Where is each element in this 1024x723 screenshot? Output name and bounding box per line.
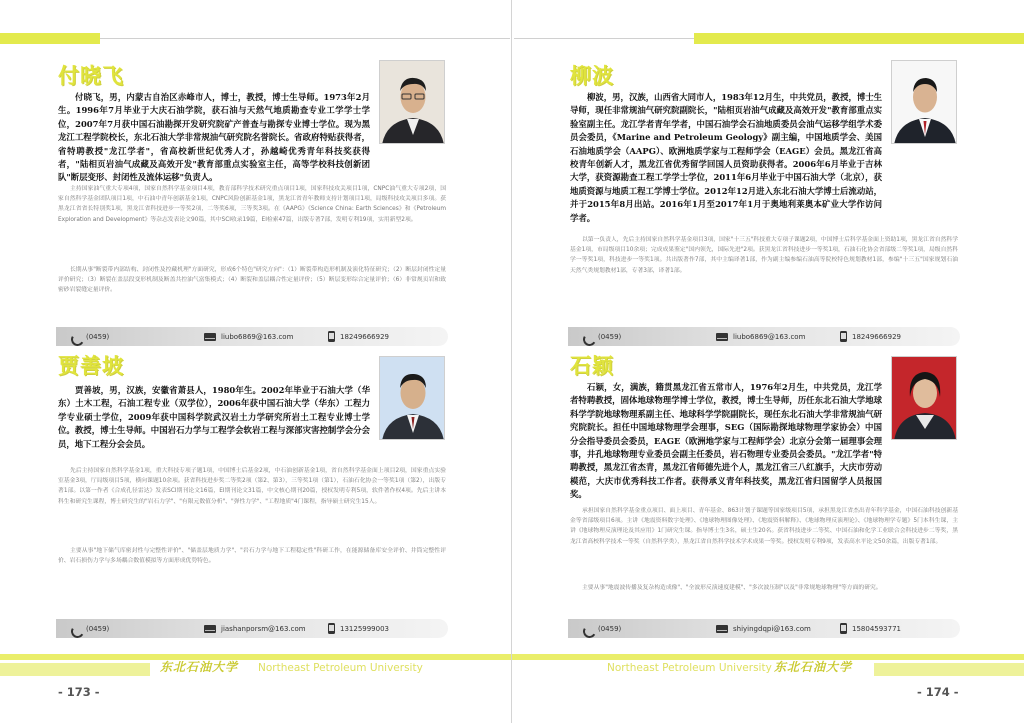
contact-bar — [56, 327, 448, 346]
contact-email[interactable] — [204, 333, 293, 341]
university-logo-text: 东北石油大学 — [160, 660, 239, 674]
phone-icon — [582, 624, 593, 634]
profile-detail: 主要从事"地下储气库密封性与完整性评价"、"储盖层地质力学"、"岩石力学与地下工程稳定性"科研工作，在能源储备库安全评价、井筒完整性评价、岩石损伤力学与多场耦合数值模拟等方面形成优势特色。 — [58, 548, 446, 565]
mail-icon — [716, 333, 728, 341]
mobile-text: 13125999003 — [340, 624, 389, 633]
footer-accent-bar — [512, 654, 1024, 660]
contact-bar — [568, 619, 960, 638]
phone-text: (0459) — [598, 624, 622, 633]
mobile-text: 18249666929 — [340, 332, 389, 341]
portrait-photo — [891, 60, 957, 144]
portrait-icon — [892, 357, 957, 440]
contact-mobile — [328, 331, 389, 342]
phone-text: (0459) — [86, 332, 110, 341]
portrait-photo — [891, 356, 957, 440]
contact-email[interactable] — [716, 625, 811, 633]
email-text[interactable]: liubo6869@163.com — [221, 332, 294, 341]
profile-name: 付晓飞 — [58, 63, 124, 88]
contact-mobile — [328, 623, 389, 634]
top-rule — [514, 38, 694, 39]
portrait-photo — [379, 356, 445, 440]
contact-mobile — [840, 623, 901, 634]
profile-detail: 主持国家油气重大专项4项，国家自然科学基金项目4项，教育部科学技术研究重点项目1项，国家科技攻关项目1项，CNPC油气重大专项2项，国家自然科学基金团队项目1项，中石油中青年创新基金1项，CNPC风险创新基金1项，黑龙江省青年教师支持计划项目1项，局级科技攻关项目多项。获黑龙江省省长特别奖1项，黑龙江省科技进步一等奖2项，二等奖6项，三等奖3项。在《AAPG》《Science China: Earth Sciences》和《Petroleum Exploration and Development》等杂志发表论文90篇，其中SCI收录19篇，EI检索47篇，出版专著7部，发明专利19项，实用新型2项。 — [58, 186, 446, 223]
footer-accent-bar — [0, 654, 512, 660]
email-text[interactable]: liubo6869@163.com — [733, 332, 806, 341]
phone-icon — [582, 332, 593, 342]
top-accent-bar — [694, 33, 1024, 44]
profile-detail: 承担国家自然科学基金重点项目、面上项目、青年基金、863计划子课题等国家级项目5项，承担黑龙江省杰出青年科学基金，中国石油科技创新基金等省部级项目6项。主讲《地震资料数字处理》、《地球物理图像处理》、《地震资料解释》、《地球物理反演理论》、《地球物理学专题》5门本科生课，主讲《地球物理反演理论及其应用》1门研究生课。指导博士生3名，硕士生20名。获省科技进步二等奖、中国石油和化学工业联合会科技进步二等奖，黑龙江省高校科学技术一等奖（自然科学类），黑龙江省自然科学技术学术成果一等奖。授权发明专利9项，发表高水平论文50余篇，出版专著1部。 — [570, 508, 958, 545]
contact-phone — [582, 332, 621, 342]
profile-detail: 长期从事"断裂带内部结构、封闭性及控藏机理"方面研究，形成6个特色"研究方向"：（1）断裂带构造形机制及演化特征研究；（2）断层封闭性定量评价研究；（3）断裂在盖层段变形机制及断盖共控油气富集模式；（4）断裂和盖层耦合性定量评价；（5）断层变形综合定量评价；（6）非常规页岩和致密砂岩裂缝定量评价。 — [58, 267, 446, 294]
university-name: Northeast Petroleum University — [607, 662, 772, 674]
contact-phone — [70, 332, 109, 342]
profile-detail: 以第一负责人，先后主持国家自然科学基金项目3项，国家"十三五"科技重大专项子课题2项，中国博士后科学基金面上资助1项，黑龙江省自然科学基金1项，市局级项目10余项；完成成果鉴定"国内领先，国际先进"2项。获黑龙江省科技进步一等奖1项，石油石化协会省部级二等奖1项，局级自然科学一等奖1项，科技进步一等奖1项。共出版著作7部，其中主编译著1部，作为副主编参编石油高等院校特色规划教材1部，参编"十三五"国家规划石油天然气类规划教材1部，专著3部，译著1部。 — [570, 237, 958, 274]
profile-name: 贾善坡 — [58, 353, 124, 378]
footer-accent-block — [874, 663, 1024, 676]
phone-icon — [70, 624, 81, 634]
portrait-icon — [380, 357, 445, 440]
page-number: - 174 - — [917, 685, 959, 699]
mail-icon — [204, 333, 216, 341]
profile-bio: 柳波，男，汉族，山西省大同市人，1983年12月生，中共党员，教授，博士生导师，现任非常规油气研究院副院长，"陆相页岩油气成藏及高效开发"教育部重点实验室副主任。龙江学者青年学者，中国石油学会石油地质委员会油气运移学组学术委员会委员，《Marine and Petroleum Geology》副主编，中国地质学会、美国石油地质学会（AAPG）、欧洲地质学家与工程师学会（EAGE）会员。黑龙江省高校青年创新人才，黑龙江省优秀留学回国人员资助获得者。2006年6月毕业于吉林大学，获资源勘查工程工学学士学位，2011年6月毕业于中国石油大学（北京），获地质资源与地质工程工学博士学位。2012年12月进入东北石油大学博士后流动站，并于2015年8月出站。2016年1月至2017年1月于奥地利莱奥本矿业大学作访问学者。 — [570, 92, 882, 223]
footer-accent-block — [0, 663, 150, 676]
university-name: Northeast Petroleum University — [258, 662, 423, 674]
mobile-phone-icon — [328, 623, 335, 634]
email-text[interactable]: jiashanporsm@163.com — [221, 624, 306, 633]
contact-email[interactable] — [204, 625, 306, 633]
portrait-icon — [380, 61, 445, 144]
mail-icon — [716, 625, 728, 633]
contact-bar — [568, 327, 960, 346]
mobile-text: 18249666929 — [852, 332, 901, 341]
mobile-phone-icon — [328, 331, 335, 342]
portrait-photo — [379, 60, 445, 144]
contact-bar — [56, 619, 448, 638]
profile-detail: 先后主持国家自然科学基金1项，重大科技专项子题1项，中国博士后基金2项，中石油创新基金1项，省自然科学基金面上项目2项，国家重点实验室基金3项，厅局级项目5项，横向课题10余项。获省科技进步奖二等奖2项（第2、第3），三等奖1项（第1），石油石化协会一等奖1项（第2），出版专著1部。以第一作者《合成孔径雷达》发表SCI期刊论文16篇，EI期刊论文31篇，中文核心期刊20篇，授权发明专利5项，软件著作权4项。先后主讲本科生和研究生课程，博士研究生的"岩石力学"、"有限元数值分析"、"弹性力学"、"工程地质"4门课程，指导硕士研究生15人。 — [58, 468, 446, 505]
university-logo-text: 东北石油大学 — [774, 660, 853, 674]
mail-icon — [204, 625, 216, 633]
top-rule — [100, 38, 510, 39]
phone-text: (0459) — [86, 624, 110, 633]
mobile-phone-icon — [840, 331, 847, 342]
mobile-text: 15804593771 — [852, 624, 901, 633]
contact-phone — [70, 624, 109, 634]
mobile-phone-icon — [840, 623, 847, 634]
profile-name: 石颖 — [570, 353, 614, 378]
profile-detail: 主要从事"地震波传播及复杂构造成像"、"全波形反演速度建模"、"多次波压制"以及"非常规地球物理"等方面的研究。 — [582, 585, 882, 591]
email-text[interactable]: shiyingdqpi@163.com — [733, 624, 811, 633]
profile-bio: 付晓飞，男，内蒙古自治区赤峰市人，博士，教授，博士生导师。1973年2月生。1996年7月毕业于大庆石油学院，获石油与天然气地质勘查专业工学学士学位，2007年7月获中国石油勘探开发研究院矿产普查与勘探专业博士学位。现为黑龙江工程学院校长，东北石油大学非常规油气研究院名誉院长。省政府特贴获得者，省特聘教授"龙江学者"，省高校新世纪优秀人才，孙越崎优秀青年科技奖获得者，"陆相页岩油气成藏及高效开发"教育部重点实验室主任，高等学校科技创新团队"断层变形、封闭性及流体运移"负责人。 — [58, 92, 370, 183]
phone-icon — [70, 332, 81, 342]
contact-mobile — [840, 331, 901, 342]
profile-bio: 贾善坡，男，汉族，安徽省萧县人，1980年生。2002年毕业于石油大学（华东）土木工程，石油工程专业（双学位），2006年获中国石油大学（华东）工程力学专业硕士学位，2009年获中国科学院武汉岩土力学研究所岩土工程专业博士学位。教授，博士生导师。中国岩石力学与工程学会软岩工程与深部灾害控制学会分会员，地下工程分会会员。 — [58, 385, 370, 449]
profile-bio: 石颖，女，满族，籍贯黑龙江省五常市人，1976年2月生，中共党员，龙江学者特聘教授，固体地球物理学博士学位，教授，博士生导师，历任东北石油大学地球科学学院地球物理系副主任、地球科学学院副院长，现任东北石油大学非常规油气研究院院长。担任中国地球物理学会理事，SEG（国际勘探地球物理学家协会）中国分会指导委员会委员，EAGE（欧洲地学家与工程师学会）北京分会第一届理事会理事，井孔地球物理专业委员会副主任委员，岩石物理专业委员会委员。"龙江学者"特聘教授，黑龙江省杰青，黑龙江省师德先进个人，黑龙江省三八红旗手，大庆市劳动模范，大庆市优秀科技工作者。获得承义青年科技奖，黑龙江省归国留学人员报国奖。 — [570, 382, 882, 500]
contact-phone — [582, 624, 621, 634]
top-accent-bar — [0, 33, 100, 44]
right-page — [512, 0, 1024, 723]
contact-email[interactable] — [716, 333, 805, 341]
portrait-icon — [892, 61, 957, 144]
page-number: - 173 - — [58, 685, 100, 699]
phone-text: (0459) — [598, 332, 622, 341]
profile-name: 柳波 — [570, 63, 614, 88]
